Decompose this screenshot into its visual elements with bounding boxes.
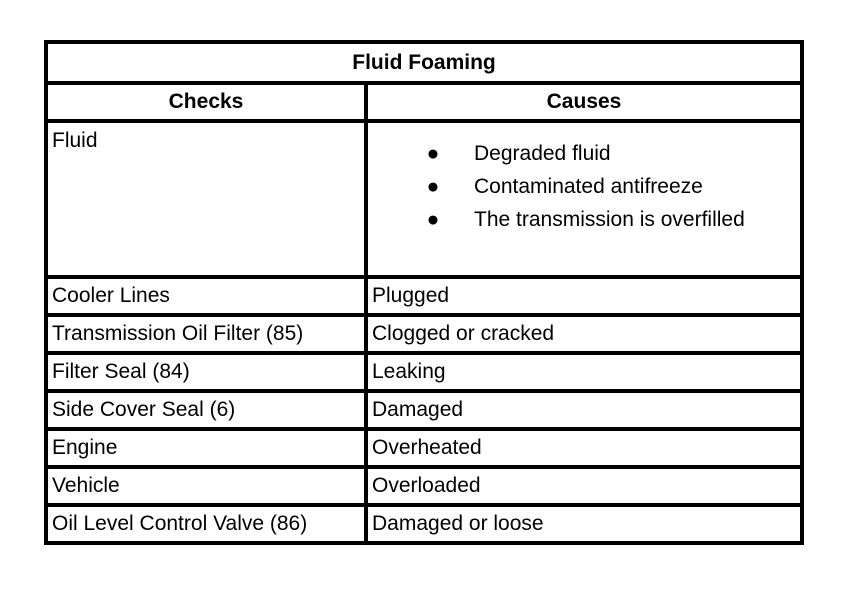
table-title-row [46,42,802,83]
causes-cell [366,121,802,277]
cause-text: Degraded fluid [474,142,611,165]
table-row [46,315,802,353]
cause-text: Contaminated antifreeze [474,175,703,198]
table-row [46,505,802,543]
check-cell: Oil Level Control Valve (86) [46,505,366,543]
table-row [46,353,802,391]
cause-cell: Plugged [366,277,802,315]
check-cell: Transmission Oil Filter (85) [46,315,366,353]
list-item [372,137,796,170]
list-item [372,170,796,203]
check-cell: Side Cover Seal (6) [46,391,366,429]
cause-cell: Overheated [366,429,802,467]
cause-cell: Leaking [366,353,802,391]
table-row [46,277,802,315]
bullet-icon: ● [426,175,440,198]
bullet-icon: ● [426,208,440,231]
table-row [46,391,802,429]
cause-cell: Damaged or loose [366,505,802,543]
check-cell: Filter Seal (84) [46,353,366,391]
check-cell: Engine [46,429,366,467]
check-cell: Vehicle [46,467,366,505]
table-header-row [46,83,802,121]
header-checks: Checks [46,83,366,121]
diagnostic-table [44,40,804,545]
header-causes: Causes [366,83,802,121]
table-row [46,467,802,505]
cause-cell: Clogged or cracked [366,315,802,353]
table-row [46,429,802,467]
bullet-icon: ● [426,142,440,165]
cause-text: The transmission is overfilled [474,208,745,231]
cause-cell: Overloaded [366,467,802,505]
check-cell: Fluid [46,121,366,277]
table-row-fluid [46,121,802,277]
list-item [372,203,796,236]
table-title: Fluid Foaming [46,42,802,83]
check-cell: Cooler Lines [46,277,366,315]
cause-cell: Damaged [366,391,802,429]
causes-list [372,137,796,236]
